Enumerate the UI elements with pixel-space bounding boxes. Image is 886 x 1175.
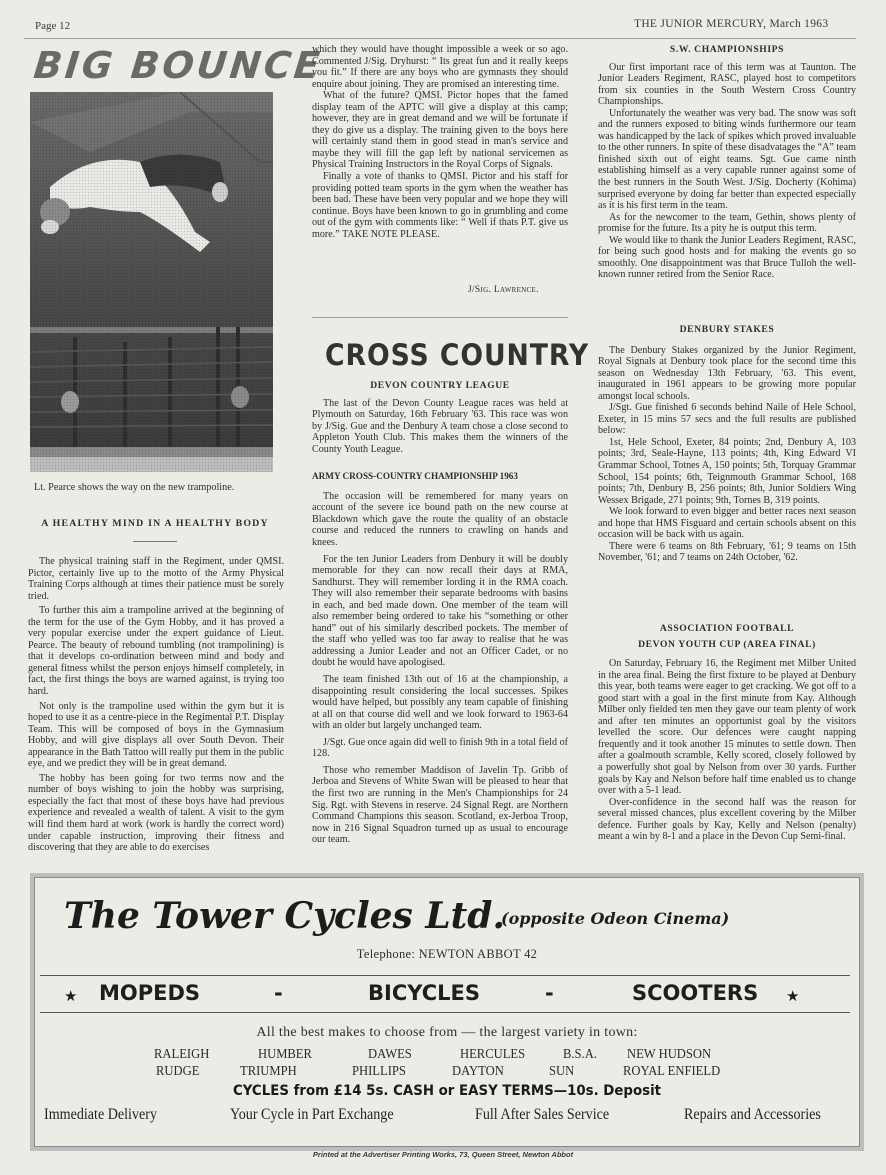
brand-phillips: PHILLIPS [352,1064,406,1079]
article-paragraph: On Saturday, February 16, the Regiment met Milber United in the area final. Being the first fixture to be played at Denbury this year, both teams were eager to get cracking. We got off to a good start with a goal in the first minute from Kay. Although Milber only fielded ten men they gave our team plenty of work and after ten minutes an opportunist goal by the visitors levelled the score. Our defences were caught napping frequently and it took another 15 minutes to settle down. Then after a goalmouth scramble, Kelly scored, closely followed by a powerfully shot goal by Nelson from over 30 yards. Further goals by Kay and Nelson before half time enabled us to change over with a 5-1 lead. [598,658,856,797]
category-mopeds: MOPEDS [99,981,201,1005]
star-icon: ★ [64,987,78,1005]
article-paragraph: J/Sgt. Gue once again did well to finish 9th in a total field of 128. [312,736,568,760]
header-rule [24,38,856,39]
article-paragraph: Our first important race of this term was at Taunton. The Junior Leaders Regiment, RASC, played host to competitors from six counties in the South Western Cross Country Championships. [598,61,856,108]
cross-country-article [312,380,568,846]
healthy-mind-heading: A HEALTHY MIND IN A HEALTHY BODY [41,518,269,529]
category-scooters: SCOOTERS [632,981,759,1005]
brand-dayton: DAYTON [452,1064,504,1079]
healthy-mind-article [28,556,284,854]
advert-price-line: CYCLES from £14 5s. CASH or EASY TERMS—10s. Deposit [232,1083,662,1099]
devon-league-heading: DEVON COUNTRY LEAGUE [370,380,510,391]
brand-royal-enfield: ROYAL ENFIELD [623,1064,721,1079]
denbury-stakes-article [598,324,856,564]
article-paragraph: Finally a vote of thanks to QMSI. Pictor and his staff for providing potted team sports in the gym when the weather has been bad. These have been very popular and we hope they will continue. Boys have been known to go in grumbling and come out of the gym with comments like: “ Well if thats P.T. give us more.” TAKE NOTE PLEASE. [312,171,568,240]
service-repairs-accessories: Repairs and Accessories [684,1106,821,1123]
brand-humber: HUMBER [258,1047,312,1062]
article-paragraph: which they would have thought impossible a week or so ago. Commented J/Sig. Dryhurst: “ Its great fun and it really keeps you fit.” If there are any boys who are gymnasts they should enquire about joining. They are promised an interesting time. [312,44,568,90]
heading-divider [133,541,177,542]
service-after-sales: Full After Sales Service [475,1106,610,1123]
article-signature: J/Sig. Lawrence. [468,285,539,295]
tower-cycles-advert [30,873,864,1151]
article-paragraph: There were 6 teams on 8th February, '61; 9 teams on 15th November, '61; and 7 teams on 24th October, '62. [598,540,856,564]
article-paragraph: For the ten Junior Leaders from Denbury it will be doubly memorable for they can now recall their days at RMA, Sandhurst. They will remember lording it in the RMA coach. They will also remember their separate bedrooms with basins in each, and bed made down. One member of the team will also remember being ordered to take his “something or other hand” out of his similarly described pockets. The member of the staff who yelled was too far away to realise that he was addressing a Junior Leader and not an Officer Cadet, or no doubt he would have apologised. [312,553,568,669]
big-bounce-title: BIG BOUNCE [31,44,325,87]
service-part-exchange: Your Cycle in Part Exchange [230,1106,394,1123]
article-paragraph: 1st, Hele School, Exeter, 84 points; 2nd, Denbury A, 103 points; 3rd, Seale-Hayne, 113 points; 4th, King Edward VI Grammar School, Totnes A, 150 points; 5th, Torquay Grammar School, 154 points; 6th, Teignmouth Grammar School, 168 points; 7th, Denbury B, 256 points; 8th, Junior Soldiers Wing Wessex Brigade, 271 points; 9th, Tornes B, 319 points. [598,436,856,506]
star-icon: ★ [786,987,800,1005]
article-paragraph: The physical training staff in the Regiment, under QMSI. Pictor, certainly live up to the motto of the Army Physical Training Corps although at times their patience must be sorely tried. [28,556,284,602]
advert-rule-top [40,975,850,976]
category-separator: - [545,981,554,1005]
brand-triumph: TRIUMPH [240,1064,297,1079]
section-divider [312,317,568,318]
brand-bsa: B.S.A. [563,1047,597,1062]
advert-location: (opposite Odeon Cinema) [501,909,730,928]
article-paragraph: The occasion will be remembered for many years on account of the severe ice bound path on the new course at Blackdown which gave the route the quality of an obstacle course and reduced the runners to crawling on hands and knees. [312,490,568,549]
trampoline-photo-image [30,92,273,472]
article-paragraph: The last of the Devon County League races was held at Plymouth on Saturday, 16th February '63. This race was won by J/Sig. Gue and the Denbury A team chose a close second to Appleton Youth Club. This makes them the winners of the County Youth League. [312,397,568,455]
denbury-stakes-heading: DENBURY STAKES [679,324,775,335]
article-paragraph: To further this aim a trampoline arrived at the beginning of the term for the use of the Gym Hobby, and it has proved a very popular exercise under the expert guidance of Lieut. Pearce. The beauty of rebound tumbling (not trampolining) is that it develops co-ordination between mind and body and general fitness whilst the person enjoys himself completely, in fact, the first things the boys are warned against, is trying too hard. [28,605,284,698]
advert-company-name: The Tower Cycles Ltd. [64,895,505,937]
advert-telephone: Telephone: NEWTON ABBOT 42 [356,947,538,961]
article-paragraph: What of the future? QMSI. Pictor hopes that the famed display team of the APTC will give a display at this camp; however, they are in great demand and we will be fortunate if they do give us a display. The training given to the boys here will certainly stand them in good stead in man's service and maybe they will fill the gap left by national servicemen as Physical Training Instructors in the Royal Corps of Signals. [312,90,568,171]
article-paragraph: Not only is the trampoline used within the gym but it is hoped to use it as a centre-piece in the Regimental P.T. Display Team. This will be composed of boys in the Gymnasium Hobby, and will give displays all over South Devon. Their appearance in the Bath Tattoo will really put them in the public eye, and we predict they will be in great demand. [28,700,284,770]
brand-new-hudson: NEW HUDSON [627,1047,712,1062]
army-championship-heading: ARMY CROSS-COUNTRY CHAMPIONSHIP 1963 [312,471,518,482]
trampoline-photo [30,92,273,472]
article-paragraph: We look forward to even bigger and better races next season and hope that HMS Fisguard and certain schools absent on this occasion will be back with us again. [598,506,856,541]
brand-dawes: DAWES [368,1047,412,1062]
article-paragraph: As for the newcomer to the team, Gethin, shows plenty of promise for the future. Its a pity he is output this term. [598,211,856,235]
service-immediate-delivery: Immediate Delivery [44,1106,157,1123]
sw-championships-heading: S.W. CHAMPIONSHIPS [669,44,785,55]
article-paragraph: Those who remember Maddison of Javelin Tp. Gribb of Jerboa and Stevens of White Swan will be pleased to hear that the first two are running in the Men's Championships for 24 Sig. Rgt. with Stevens in reserve. 24 Signal Regt. are Northern Command Champions this season. Scotland, ex-Jerboa Troop, now in 216 Signal Squadron turned up as usual to encourage our team. [312,764,568,846]
brand-hercules: HERCULES [460,1047,526,1062]
printer-imprint: Printed at the Advertiser Printing Works, 73, Queen Street, Newton Abbot [312,1150,574,1159]
advert-tagline: All the best makes to choose from — the largest variety in town: [256,1025,638,1040]
article-paragraph: The team finished 13th out of 16 at the championship, a disappointing result considering the local successes. Spikes would have helped, but possibly any team capable of finishing at all on that course did well and we look forward to 1963-64 with an older but largely unchanged team. [312,674,568,732]
article-paragraph: Unfortunately the weather was very bad. The snow was soft and the runners exposed to biting winds furthermore our team was handicapped by the lack of spikes which proved invaluable to the other runners. In spite of these disadvatages the “A” team finished sixth out of eight teams. Sgt. Gue came ninth establishing himself as a very capable runner against some of the best runners in the South West. J/Sig. Docherty (Kohima) surprised everyone by doing far better than expected especially as it is his first term in the team. [598,107,856,212]
article-paragraph: The Denbury Stakes organized by the Junior Regiment, Royal Signals at Denbury took place for the second time this season on Wednesday 13th February, '63. This event, inaugurated in 1961 appears to be growing more popular amongst local schools. [598,344,856,402]
devon-youth-cup-heading: DEVON YOUTH CUP (AREA FINAL) [638,638,816,650]
healthy-mind-continued [312,44,568,240]
photo-caption: Lt. Pearce shows the way on the new trampoline. [34,482,235,493]
brand-rudge: RUDGE [156,1064,200,1079]
brand-sun: SUN [549,1064,575,1079]
sw-championships-article [598,44,856,281]
article-paragraph: We would like to thank the Junior Leaders Regiment, RASC, for being such good hosts and for making the events go so smoothly. One disappointment was that Bruce Tulloh the well-known runner retired from the Senior Race. [598,234,856,281]
football-article [598,623,856,843]
football-heading: ASSOCIATION FOOTBALL [659,623,795,634]
publication-header: THE JUNIOR MERCURY, March 1963 [634,18,829,30]
category-bicycles: BICYCLES [368,981,480,1005]
article-paragraph: The hobby has been going for two terms now and the number of boys wishing to join the hobby was surprising, especially the fact that most of these boys have had previous experience and revealed a wealth of talent. A visit to the gym will find them hard at work (work is hardly the correct word) under capable instruction, improving their fitness and discovering that they are able to do exercises [28,772,284,854]
article-paragraph: J/Sgt. Gue finished 6 seconds behind Naile of Hele School, Exeter, in 15 mins 57 secs and the full results are published below: [598,402,856,437]
brand-raleigh: RALEIGH [154,1047,210,1062]
cross-country-title: CROSS COUNTRY [325,338,590,372]
advert-rule-bottom [40,1012,850,1013]
page-number: Page 12 [35,20,71,32]
article-paragraph: Over-confidence in the second half was the reason for several missed chances, plus excellent covering by the Milber defence. Further goals by Kay, Kelly and Nelson (penalty) meant a win by 8-1 and a place in the Devon Cup Semi-final. [598,796,856,843]
category-separator: - [274,981,283,1005]
